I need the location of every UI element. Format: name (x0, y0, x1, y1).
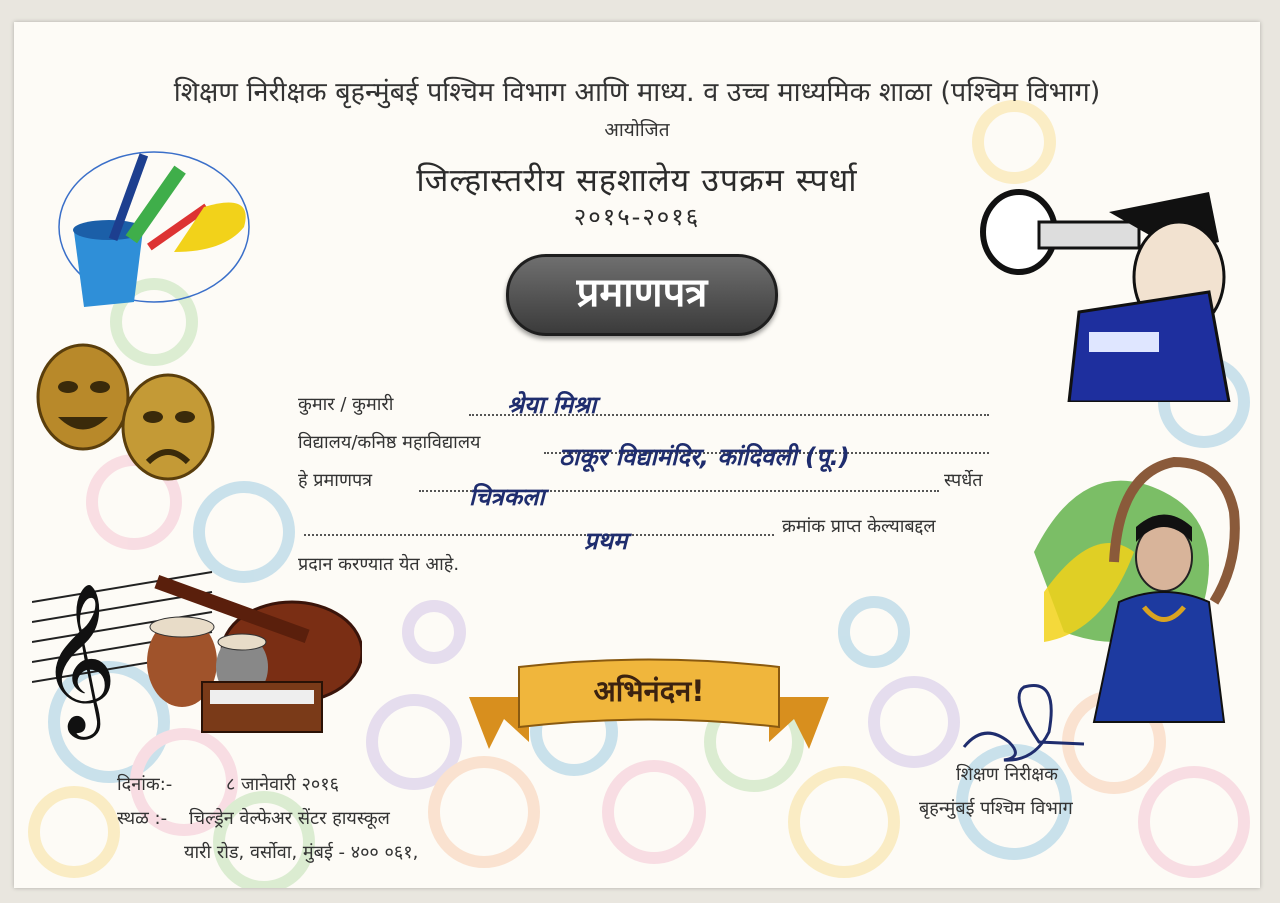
svg-text:𝄞: 𝄞 (40, 581, 117, 733)
place-line2: यारी रोड, वर्सोवा, मुंबई - ४०० ०६१, (184, 842, 419, 863)
competition-value: चित्रकला (469, 483, 545, 511)
competition-suffix: स्पर्धेत (944, 470, 983, 491)
signatory-title: शिक्षण निरीक्षक (956, 764, 1058, 785)
event-year: २०१५-२०१६ (573, 203, 701, 231)
rank-line (304, 534, 774, 536)
date-value: ८ जानेवारी २०१६ (226, 774, 339, 795)
stationery-icon (54, 132, 254, 322)
organized-label: आयोजित (604, 119, 670, 141)
date-label: दिनांक:- (117, 774, 173, 795)
place-line1: चिल्ड्रेन वेल्फेअर सेंटर हायस्कूल (189, 808, 390, 829)
trumpet-player-icon (979, 182, 1239, 402)
name-label: कुमार / कुमारी (298, 394, 394, 415)
organizer-heading: शिक्षण निरीक्षक बृहन्मुंबई पश्चिम विभाग आणि माध्य. व उच्च माध्यमिक शाळा (पश्चिम विभाग) (173, 77, 1101, 108)
certificate-sheet (14, 22, 1260, 888)
school-label: विद्यालय/कनिष्ठ महाविद्यालय (298, 432, 481, 453)
certificate-title-badge: प्रमाणपत्र (506, 254, 778, 336)
place-label: स्थळ :- (117, 808, 168, 829)
congratulations-ribbon (469, 657, 829, 757)
rank-value: प्रथम (584, 527, 628, 555)
school-value: ठाकूर विद्यामंदिर, कांदिवली (पू.) (559, 443, 850, 471)
event-title: जिल्हास्तरीय सहशालेय उपक्रम स्पर्धा (416, 161, 858, 199)
theatre-masks-icon (28, 342, 218, 492)
certificate-label: हे प्रमाणपत्र (298, 470, 373, 491)
name-value: श्रेया मिश्रा (507, 391, 597, 419)
signatory-department: बृहन्मुंबई पश्चिम विभाग (919, 798, 1073, 819)
signature-mark (954, 662, 1094, 772)
rank-label: क्रमांक प्राप्त केल्याबद्दल (782, 516, 936, 537)
ribbon-text: अभिनंदन! (593, 674, 705, 708)
closing-text: प्रदान करण्यात येत आहे. (298, 554, 460, 575)
